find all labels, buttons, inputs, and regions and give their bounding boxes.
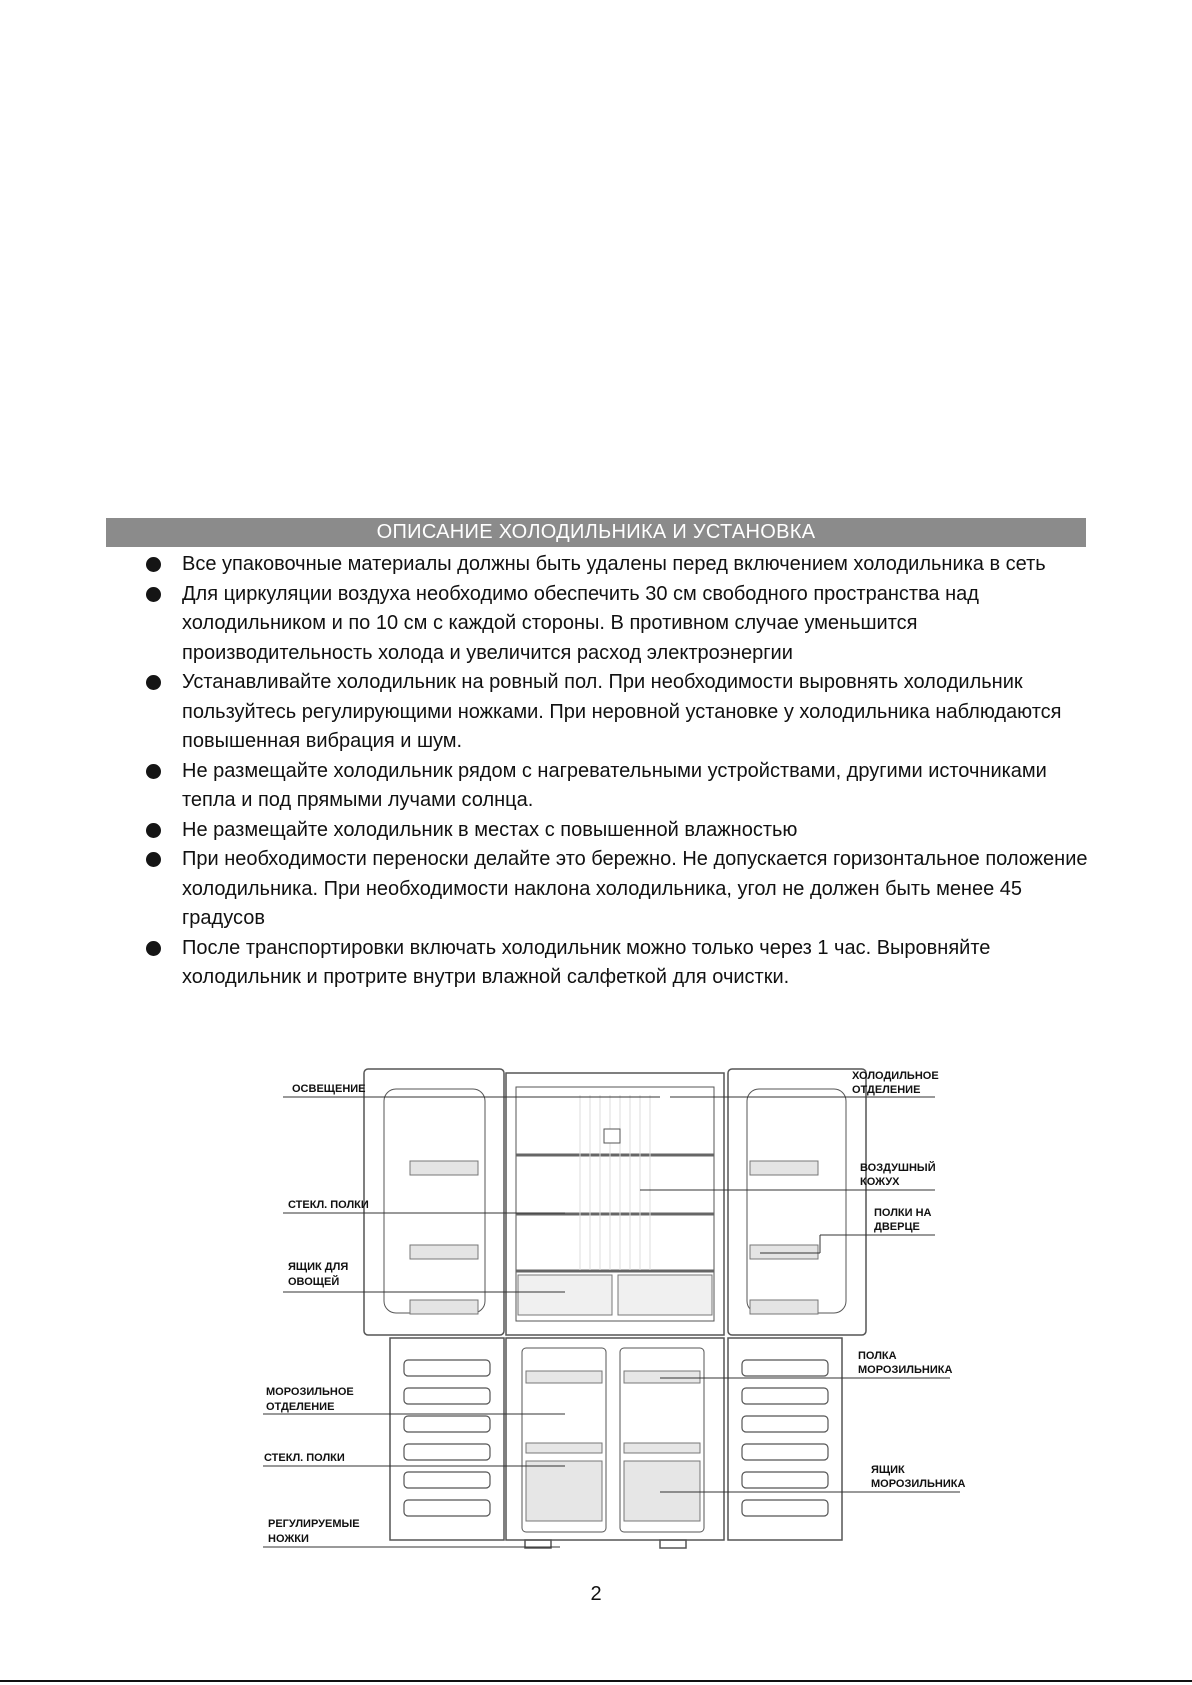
freezer-drawer [526, 1461, 602, 1521]
right-freezer-door [728, 1338, 842, 1540]
label-glass-shelves: СТЕКЛ. ПОЛКИ [288, 1199, 369, 1211]
left-door-inner [384, 1089, 485, 1313]
installation-instructions-list [140, 550, 1090, 993]
bullet-icon [146, 941, 161, 956]
label-vegetable-drawer: ЯЩИК ДЛЯ [288, 1261, 349, 1273]
vegetable-drawer [618, 1275, 712, 1315]
list-item-text: Устанавливайте холодильник на ровный пол. При необходимости выровнять холодильник пользуйтесь регулирующими ножками. При неровной установке у холодильника наблюдаются повышенная вибрация и шум. [182, 671, 1062, 752]
freezer-shelf [624, 1371, 700, 1383]
refrigerator-diagram [0, 1055, 1192, 1575]
left-freezer-door [390, 1338, 504, 1540]
label-freezer-shelf-2: МОРОЗИЛЬНИКА [858, 1364, 953, 1376]
adjustable-foot-right [660, 1540, 686, 1548]
label-adjustable-feet: РЕГУЛИРУЕМЫЕ [268, 1518, 360, 1530]
list-item-text: Для циркуляции воздуха необходимо обеспечить 30 см свободного пространства над холодильником и по 10 см с каждой стороны. В противном случае уменьшится производительность холода и увеличится расход электроэнергии [182, 582, 979, 664]
door-shelf [750, 1245, 818, 1259]
label-air-cover-2: КОЖУХ [860, 1176, 900, 1188]
label-freezer-drawer-2: МОРОЗИЛЬНИКА [871, 1478, 966, 1490]
list-item [140, 580, 1090, 669]
section-title: ОПИСАНИЕ ХОЛОДИЛЬНИКА И УСТАНОВКА [106, 518, 1086, 547]
door-shelf [750, 1300, 818, 1314]
list-item-text: При необходимости переноски делайте это бережно. Не допускается горизонтальное положение холодильника. При необходимости наклона холодильника, угол не должен быть менее 45 градусов [182, 848, 1088, 929]
label-fridge-compartment-2: ОТДЕЛЕНИЕ [852, 1084, 921, 1096]
label-adjustable-feet-2: НОЖКИ [268, 1533, 309, 1545]
label-air-cover: ВОЗДУШНЫЙ [860, 1162, 936, 1174]
label-glass-shelves-lower: СТЕКЛ. ПОЛКИ [264, 1452, 345, 1464]
bullet-icon [146, 675, 161, 690]
label-freezer-drawer: ЯЩИК [871, 1464, 905, 1476]
page-number: 2 [590, 1583, 602, 1605]
list-item-text: Все упаковочные материалы должны быть удалены перед включением холодильника в сеть [182, 553, 1046, 575]
list-item [140, 934, 1090, 993]
bullet-icon [146, 823, 161, 838]
label-freezer-shelf: ПОЛКА [858, 1350, 897, 1362]
list-item [140, 550, 1090, 580]
door-shelf [410, 1245, 478, 1259]
list-item-text: Не размещайте холодильник рядом с нагревательными устройствами, другими источниками тепла и под прямыми лучами солнца. [182, 759, 1047, 811]
list-item-text: После транспортировки включать холодильник можно только через 1 час. Выровняйте холодильник и протрите внутри влажной салфеткой для очистки. [182, 936, 991, 988]
freezer-drawer [624, 1461, 700, 1521]
list-item [140, 668, 1090, 757]
label-lighting: ОСВЕЩЕНИЕ [292, 1083, 366, 1095]
label-fridge-compartment: ХОЛОДИЛЬНОЕ [852, 1070, 939, 1082]
list-item [140, 757, 1090, 816]
vegetable-drawer [518, 1275, 612, 1315]
bullet-icon [146, 557, 161, 572]
freezer-shelf [526, 1371, 602, 1383]
list-item [140, 816, 1090, 846]
list-item [140, 845, 1090, 934]
label-freezer-compartment-2: ОТДЕЛЕНИЕ [266, 1401, 335, 1413]
list-item-text: Не размещайте холодильник в местах с повышенной влажностью [182, 818, 798, 841]
bullet-icon [146, 852, 161, 867]
right-fridge-door [728, 1069, 866, 1335]
label-door-shelves-2: ДВЕРЦЕ [874, 1221, 920, 1233]
door-shelf [410, 1300, 478, 1314]
door-shelf [410, 1161, 478, 1175]
door-shelf [750, 1161, 818, 1175]
right-door-inner [747, 1089, 846, 1313]
label-freezer-compartment: МОРОЗИЛЬНОЕ [266, 1386, 354, 1398]
page-bottom-rule [0, 1680, 1192, 1682]
bullet-icon [146, 587, 161, 602]
freezer-glass-shelf [624, 1443, 700, 1453]
light-panel-icon [604, 1129, 620, 1143]
freezer-glass-shelf [526, 1443, 602, 1453]
label-door-shelves: ПОЛКИ НА [874, 1207, 932, 1219]
label-vegetable-drawer-2: ОВОЩЕЙ [288, 1276, 340, 1288]
bullet-icon [146, 764, 161, 779]
left-fridge-door [364, 1069, 504, 1335]
